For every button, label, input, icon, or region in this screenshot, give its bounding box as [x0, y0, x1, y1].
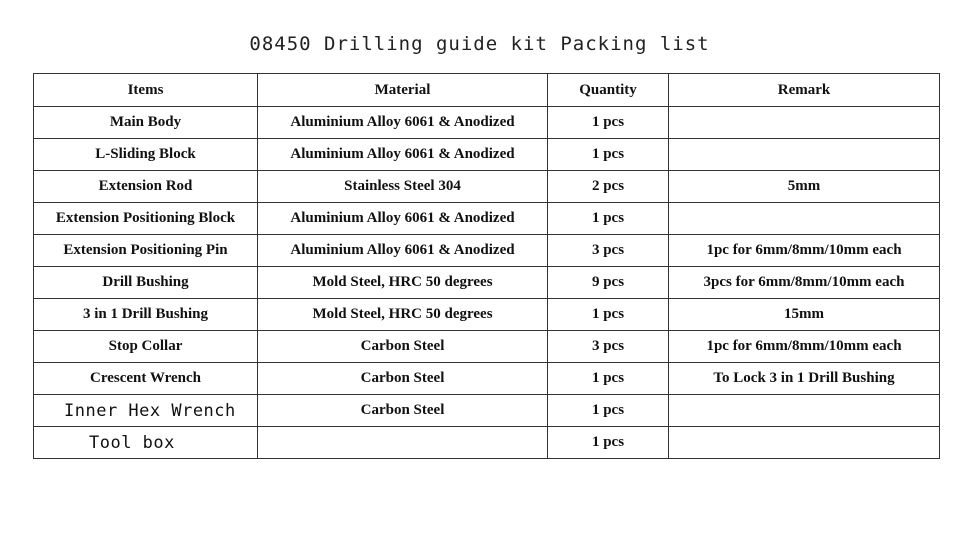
quantity-cell: 1 pcs [548, 427, 669, 459]
item-cell: Extension Positioning Pin [34, 235, 258, 267]
quantity-cell: 1 pcs [548, 395, 669, 427]
quantity-cell: 1 pcs [548, 203, 669, 235]
remark-cell: 3pcs for 6mm/8mm/10mm each [669, 267, 940, 299]
remark-cell: 1pc for 6mm/8mm/10mm each [669, 331, 940, 363]
remark-cell [669, 107, 940, 139]
item-cell: Extension Positioning Block [34, 203, 258, 235]
item-cell: L-Sliding Block [34, 139, 258, 171]
column-header-items: Items [34, 74, 258, 107]
material-cell: Mold Steel, HRC 50 degrees [258, 267, 548, 299]
material-cell: Aluminium Alloy 6061 & Anodized [258, 107, 548, 139]
item-cell: Inner Hex Wrench [34, 395, 258, 427]
remark-cell: To Lock 3 in 1 Drill Bushing [669, 363, 940, 395]
table-row [34, 235, 940, 267]
material-cell: Aluminium Alloy 6061 & Anodized [258, 203, 548, 235]
remark-cell [669, 139, 940, 171]
table-row [34, 331, 940, 363]
material-cell: Carbon Steel [258, 363, 548, 395]
material-cell: Aluminium Alloy 6061 & Anodized [258, 139, 548, 171]
quantity-cell: 1 pcs [548, 139, 669, 171]
item-cell: Tool box [34, 427, 258, 459]
table-row [34, 427, 940, 459]
table-row [34, 267, 940, 299]
material-cell [258, 427, 548, 459]
remark-cell: 1pc for 6mm/8mm/10mm each [669, 235, 940, 267]
column-header-remark: Remark [669, 74, 940, 107]
column-header-material: Material [258, 74, 548, 107]
quantity-cell: 1 pcs [548, 363, 669, 395]
document-title: 08450 Drilling guide kit Packing list [249, 33, 710, 55]
column-header-quantity: Quantity [548, 74, 669, 107]
remark-cell [669, 395, 940, 427]
quantity-cell: 3 pcs [548, 235, 669, 267]
table-row [34, 203, 940, 235]
table-row [34, 363, 940, 395]
item-cell: Extension Rod [34, 171, 258, 203]
remark-cell: 5mm [669, 171, 940, 203]
material-cell: Stainless Steel 304 [258, 171, 548, 203]
table-row [34, 299, 940, 331]
table-row [34, 171, 940, 203]
quantity-cell: 1 pcs [548, 107, 669, 139]
remark-cell: 15mm [669, 299, 940, 331]
table-row [34, 395, 940, 427]
table-header-row [34, 74, 940, 107]
quantity-cell: 2 pcs [548, 171, 669, 203]
remark-cell [669, 203, 940, 235]
packing-list-table [33, 73, 940, 459]
material-cell: Mold Steel, HRC 50 degrees [258, 299, 548, 331]
item-cell: Main Body [34, 107, 258, 139]
table-row [34, 139, 940, 171]
item-cell: 3 in 1 Drill Bushing [34, 299, 258, 331]
material-cell: Carbon Steel [258, 331, 548, 363]
table-row [34, 107, 940, 139]
remark-cell [669, 427, 940, 459]
item-cell: Drill Bushing [34, 267, 258, 299]
quantity-cell: 3 pcs [548, 331, 669, 363]
item-cell: Crescent Wrench [34, 363, 258, 395]
material-cell: Aluminium Alloy 6061 & Anodized [258, 235, 548, 267]
quantity-cell: 1 pcs [548, 299, 669, 331]
material-cell: Carbon Steel [258, 395, 548, 427]
quantity-cell: 9 pcs [548, 267, 669, 299]
item-cell: Stop Collar [34, 331, 258, 363]
